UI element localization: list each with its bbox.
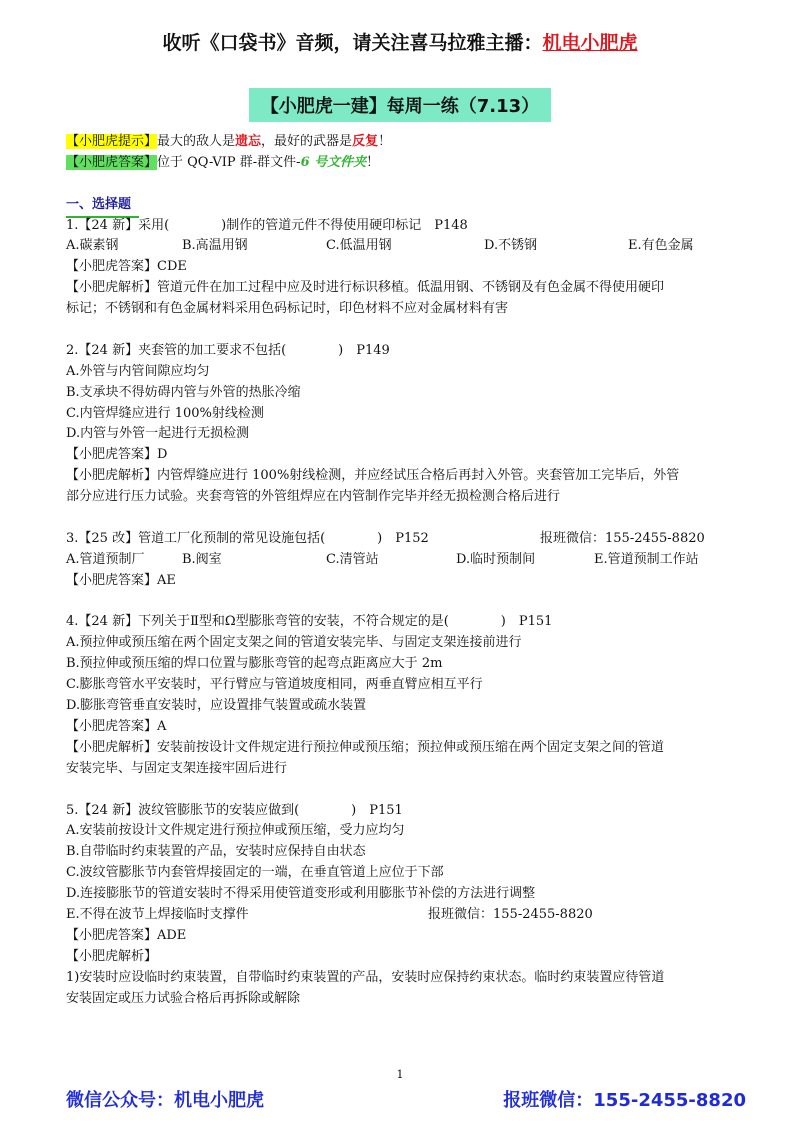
tip-line: 【小肥虎提示】最大的敌人是遗忘，最好的武器是反复！: [66, 134, 392, 149]
top-banner: [0, 28, 800, 55]
banner-host-link[interactable]: 机电小肥虎: [542, 32, 638, 54]
wechat-contact: 报班微信：155-2455-8820: [428, 906, 593, 922]
option: D.内管与外管一起进行无损检测: [66, 426, 250, 442]
question-4-analysis: 【小肥虎解析】安装前按设计文件规定进行预拉伸或预压缩；预拉伸或预压缩在两个固定支架之间的管道: [66, 739, 665, 755]
answer-note-tag: 【小肥虎答案】: [66, 154, 158, 170]
page-number: 1: [396, 1068, 404, 1081]
question-1-analysis: 标记；不锈钢和有色金属材料采用色码标记时，印色材料不应对金属材料有害: [66, 301, 509, 317]
tip-tag: 【小肥虎提示】: [66, 134, 158, 149]
option: D.不锈钢: [484, 238, 538, 254]
answer-note-line: 【小肥虎答案】位于 QQ-VIP 群-群文件-6 号文件夹！: [66, 154, 380, 170]
question-1-answer: 【小肥虎答案】CDE: [66, 259, 187, 275]
question-5-analysis: 安装固定或压力试验合格后再拆除或解除: [66, 990, 301, 1006]
question-1-stem: 1.【24 新】采用( )制作的管道元件不得使用硬印标记 P148: [66, 217, 468, 233]
option: B.预拉伸或预压缩的焊口位置与膨胀弯管的起弯点距离应大于 2m: [66, 656, 443, 672]
option: D.膨胀弯管垂直安装时，应设置排气装置或疏水装置: [66, 698, 367, 714]
option: A.安装前按设计文件规定进行预拉伸或预压缩，受力应均匀: [66, 823, 405, 839]
option: B.阀室: [182, 551, 222, 567]
option: B.支承块不得妨碍内管与外管的热胀冷缩: [66, 384, 301, 400]
option: B.高温用钢: [182, 238, 248, 254]
question-5-option-e-line: [66, 905, 756, 926]
option: C.波纹管膨胀节内套管焊接固定的一端，在垂直管道上应位于下部: [66, 865, 444, 881]
footer: [66, 1086, 746, 1112]
question-4-answer: 【小肥虎答案】A: [66, 718, 167, 734]
question-4-analysis: 安装完毕、与固定支架连接牢固后进行: [66, 760, 288, 776]
option: E.管道预制工作站: [594, 551, 699, 567]
option: E.有色金属: [628, 238, 694, 254]
question-2-analysis: 【小肥虎解析】内管焊缝应进行 100%射线检测，并应经试压合格后再封入外管。夹套管加工完毕后，外管: [66, 468, 680, 484]
option: C.内管焊缝应进行 100%射线检测: [66, 405, 264, 421]
footer-wechat-contact: 报班微信：155-2455-8820: [503, 1090, 746, 1111]
option: B.自带临时约束装置的产品，安装时应保持自由状态: [66, 844, 366, 860]
question-1-analysis: 【小肥虎解析】管道元件在加工过程中应及时进行标识移植。低温用钢、不锈钢及有色金属不得使用硬印: [66, 280, 665, 296]
option: C.清管站: [326, 551, 379, 567]
question-5-analysis-head: 【小肥虎解析】: [66, 948, 158, 964]
option: A.管道预制厂: [66, 551, 145, 567]
wechat-contact: 报班微信：155-2455-8820: [540, 530, 705, 546]
page-title: 【小肥虎一建】每周一练（7.13）: [249, 88, 551, 122]
option: A.外管与内管间隙应均匀: [66, 363, 210, 379]
question-2-answer: 【小肥虎答案】D: [66, 447, 168, 463]
question-5-answer: 【小肥虎答案】ADE: [66, 927, 187, 943]
option: E.不得在波节上焊接临时支撑件: [66, 906, 249, 922]
section-heading: 一、选择题: [66, 195, 139, 218]
option: D.临时预制间: [456, 551, 536, 567]
title-wrap: [0, 88, 800, 122]
question-5-stem: 5.【24 新】波纹管膨胀节的安装应做到( ) P151: [66, 802, 403, 818]
document-body: [66, 132, 756, 1009]
question-1-options: [66, 236, 756, 257]
banner-prefix: 收听《口袋书》音频，请关注喜马拉雅主播：: [162, 32, 543, 54]
option: D.连接膨胀节的管道安装时不得采用使管道变形或利用膨胀节补偿的方法进行调整: [66, 886, 536, 902]
question-3-answer: 【小肥虎答案】AE: [66, 572, 176, 588]
question-2-analysis: 部分应进行压力试验。夹套弯管的外管组焊应在内管制作完毕并经无损检测合格后进行: [66, 489, 561, 505]
option: A.预拉伸或预压缩在两个固定支架之间的管道安装完毕、与固定支架连接前进行: [66, 635, 522, 651]
question-3-stem: 3.【25 改】管道工厂化预制的常见设施包括( ) P152 报班微信：155-2455-8820: [66, 530, 705, 546]
question-5-analysis: 1)安装时应设临时约束装置，自带临时约束装置的产品，安装时应保持约束状态。临时约束装置应待管道: [66, 969, 665, 985]
section-heading-line: [66, 195, 756, 216]
question-2-stem: 2.【24 新】夹套管的加工要求不包括( ) P149: [66, 342, 390, 358]
question-3-options: [66, 550, 756, 571]
option: A.碳素钢: [66, 238, 119, 254]
option: C.低温用钢: [326, 238, 392, 254]
option: C.膨胀弯管水平安装时，平行臂应与管道坡度相同，两垂直臂应相互平行: [66, 677, 483, 693]
question-4-stem: 4.【24 新】下列关于Ⅱ型和Ω型膨胀弯管的安装，不符合规定的是( ) P151: [66, 614, 553, 630]
footer-wechat-account: 微信公众号：机电小肥虎: [66, 1090, 264, 1111]
